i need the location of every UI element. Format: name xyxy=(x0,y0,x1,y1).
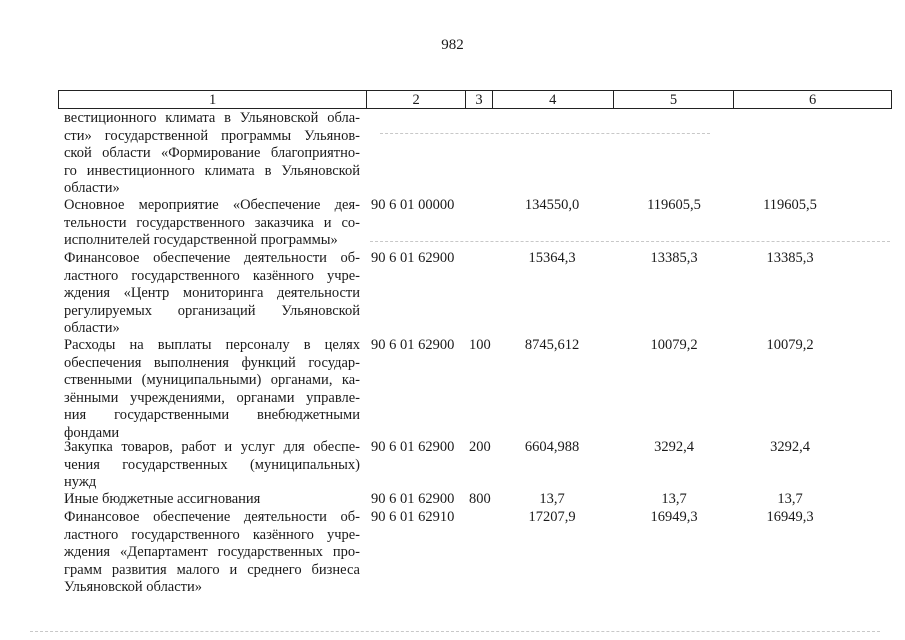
description-line: Ульяновской области» xyxy=(64,579,203,595)
table-header xyxy=(58,90,892,109)
page-number: 982 xyxy=(441,37,464,53)
description-line: Расходы на выплаты персоналу в целях xyxy=(64,337,360,353)
row-value-col5: 13,7 xyxy=(661,491,687,507)
description-line: Основное мероприятие «Обеспечение дея- xyxy=(64,197,360,213)
description-line: ластного государственного казённого учре- xyxy=(64,267,360,284)
description-line: области» xyxy=(64,180,120,196)
description-line: области» xyxy=(64,320,120,336)
description-line: ластного государственного казённого учре- xyxy=(64,526,360,543)
description-line: Закупка товаров, работ и услуг для обеспе- xyxy=(64,439,360,455)
description-line: сти» государственной программы Ульянов- xyxy=(64,127,360,144)
scan-artifact-line xyxy=(30,631,880,632)
row-value-col6: 3292,4 xyxy=(770,439,810,455)
row-value-col5: 10079,2 xyxy=(650,337,698,353)
row-description xyxy=(64,337,360,442)
description-line: Финансовое обеспечение деятельности об- xyxy=(64,250,360,266)
row-code: 90 6 01 62900 xyxy=(371,337,455,353)
description-line: ния государственными внебюджетными xyxy=(64,407,360,423)
row-value-col4: 17207,9 xyxy=(528,509,576,525)
description-line: ждения «Центр мониторинга деятельности xyxy=(64,285,360,301)
description-line: вестиционного климата в Ульяновской обла- xyxy=(64,110,360,126)
description-line: го инвестиционного климата в Ульяновской xyxy=(64,162,360,179)
description-line: исполнителей государственной программы» xyxy=(64,232,338,248)
row-description xyxy=(64,439,360,492)
header-col-1: 1 xyxy=(59,91,367,108)
header-col-4: 4 xyxy=(493,91,614,108)
row-description xyxy=(64,250,360,338)
row-value-col6: 119605,5 xyxy=(763,197,817,213)
description-line: Финансовое обеспечение деятельности об- xyxy=(64,509,360,525)
row-value-col4: 8745,612 xyxy=(524,337,580,353)
row-expense-type: 100 xyxy=(469,337,491,353)
row-description xyxy=(64,509,360,597)
header-col-2: 2 xyxy=(367,91,466,108)
row-value-col4: 134550,0 xyxy=(524,197,580,213)
header-col-3: 3 xyxy=(466,91,493,108)
row-value-col5: 13385,3 xyxy=(650,250,698,266)
description-line: фондами xyxy=(64,424,120,441)
row-code: 90 6 01 62900 xyxy=(371,491,455,507)
row-value-col5: 16949,3 xyxy=(650,509,698,525)
header-col-5: 5 xyxy=(614,91,735,108)
row-description xyxy=(64,491,360,509)
description-line: зёнными учреждениями, органами управле- xyxy=(64,389,360,406)
row-value-col6: 16949,3 xyxy=(766,509,814,525)
row-value-col6: 13385,3 xyxy=(766,250,814,266)
row-code: 90 6 01 62910 xyxy=(371,509,455,525)
scan-artifact-line xyxy=(380,133,710,134)
row-value-col6: 13,7 xyxy=(777,491,803,507)
description-line: чения государственных (муниципальных) xyxy=(64,456,360,473)
row-value-col4: 13,7 xyxy=(539,491,565,507)
description-line: ждения «Департамент государственных про- xyxy=(64,544,360,560)
row-code: 90 6 01 00000 xyxy=(371,197,455,213)
description-line: ской области «Формирование благоприятно- xyxy=(64,145,360,161)
row-value-col4: 15364,3 xyxy=(528,250,576,266)
row-expense-type: 800 xyxy=(469,491,491,507)
description-line: регулируемых организаций Ульяновской xyxy=(64,302,360,319)
scan-artifact-line xyxy=(370,241,890,242)
row-value-col5: 119605,5 xyxy=(647,197,701,213)
row-description xyxy=(64,197,360,250)
description-line: нужд xyxy=(64,474,97,490)
description-line: обеспечения выполнения функций государ- xyxy=(64,354,360,371)
row-value-col5: 3292,4 xyxy=(654,439,694,455)
header-col-6: 6 xyxy=(809,92,817,108)
row-code: 90 6 01 62900 xyxy=(371,439,455,455)
description-line: Иные бюджетные ассигнования xyxy=(64,491,261,507)
row-expense-type: 200 xyxy=(469,439,491,455)
row-description xyxy=(64,110,360,198)
row-value-col4: 6604,988 xyxy=(524,439,580,455)
row-value-col6: 10079,2 xyxy=(766,337,814,353)
description-line: грамм развития малого и среднего бизнеса xyxy=(64,561,360,578)
description-line: ственными (муниципальными) органами, ка- xyxy=(64,372,360,388)
description-line: тельности государственного заказчика и со- xyxy=(64,214,360,231)
row-code: 90 6 01 62900 xyxy=(371,250,455,266)
